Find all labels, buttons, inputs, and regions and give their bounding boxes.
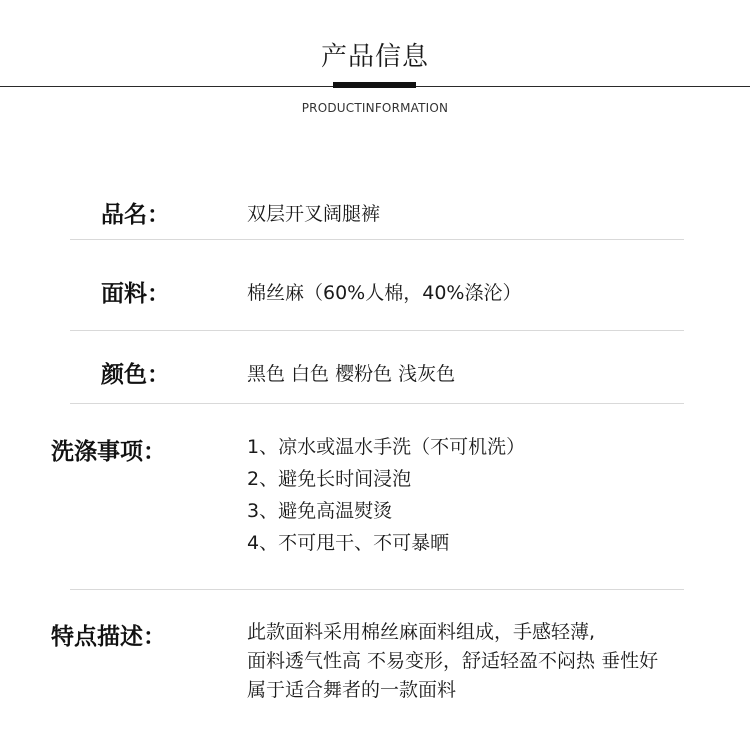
row-divider	[70, 589, 684, 590]
features-line: 属于适合舞者的一款面料	[247, 679, 457, 701]
washing-line: 4、不可甩干、不可暴晒	[247, 532, 450, 554]
washing-line: 2、避免长时间浸泡	[247, 468, 412, 490]
washing-line: 3、避免高温熨烫	[247, 500, 393, 522]
fabric-value: 棉丝麻（60%人棉，40%涤沦）	[247, 282, 522, 304]
product-name-value: 双层开叉阔腿裤	[247, 203, 381, 225]
fabric-label: 面料：	[101, 281, 170, 307]
product-name-label: 品名：	[101, 202, 170, 228]
header-accent-bar	[333, 82, 416, 88]
washing-line: 1、凉水或温水手洗（不可机洗）	[247, 436, 526, 458]
features-line: 此款面料采用棉丝麻面料组成，手感轻薄,	[247, 621, 596, 643]
features-description	[247, 618, 658, 705]
washing-label: 洗涤事项：	[51, 439, 166, 465]
row-divider	[70, 330, 684, 331]
color-label: 颜色：	[101, 362, 170, 388]
color-value: 黑色 白色 樱粉色 浅灰色	[247, 363, 456, 385]
page-subtitle: PRODUCTINFORMATION	[301, 101, 449, 115]
features-label: 特点描述：	[51, 624, 166, 650]
row-divider	[70, 403, 684, 404]
page-title: 产品信息	[320, 42, 429, 72]
features-line: 面料透气性高 不易变形，舒适轻盈不闷热 垂性好	[247, 650, 659, 672]
row-divider	[70, 239, 684, 240]
washing-instructions	[247, 431, 525, 559]
